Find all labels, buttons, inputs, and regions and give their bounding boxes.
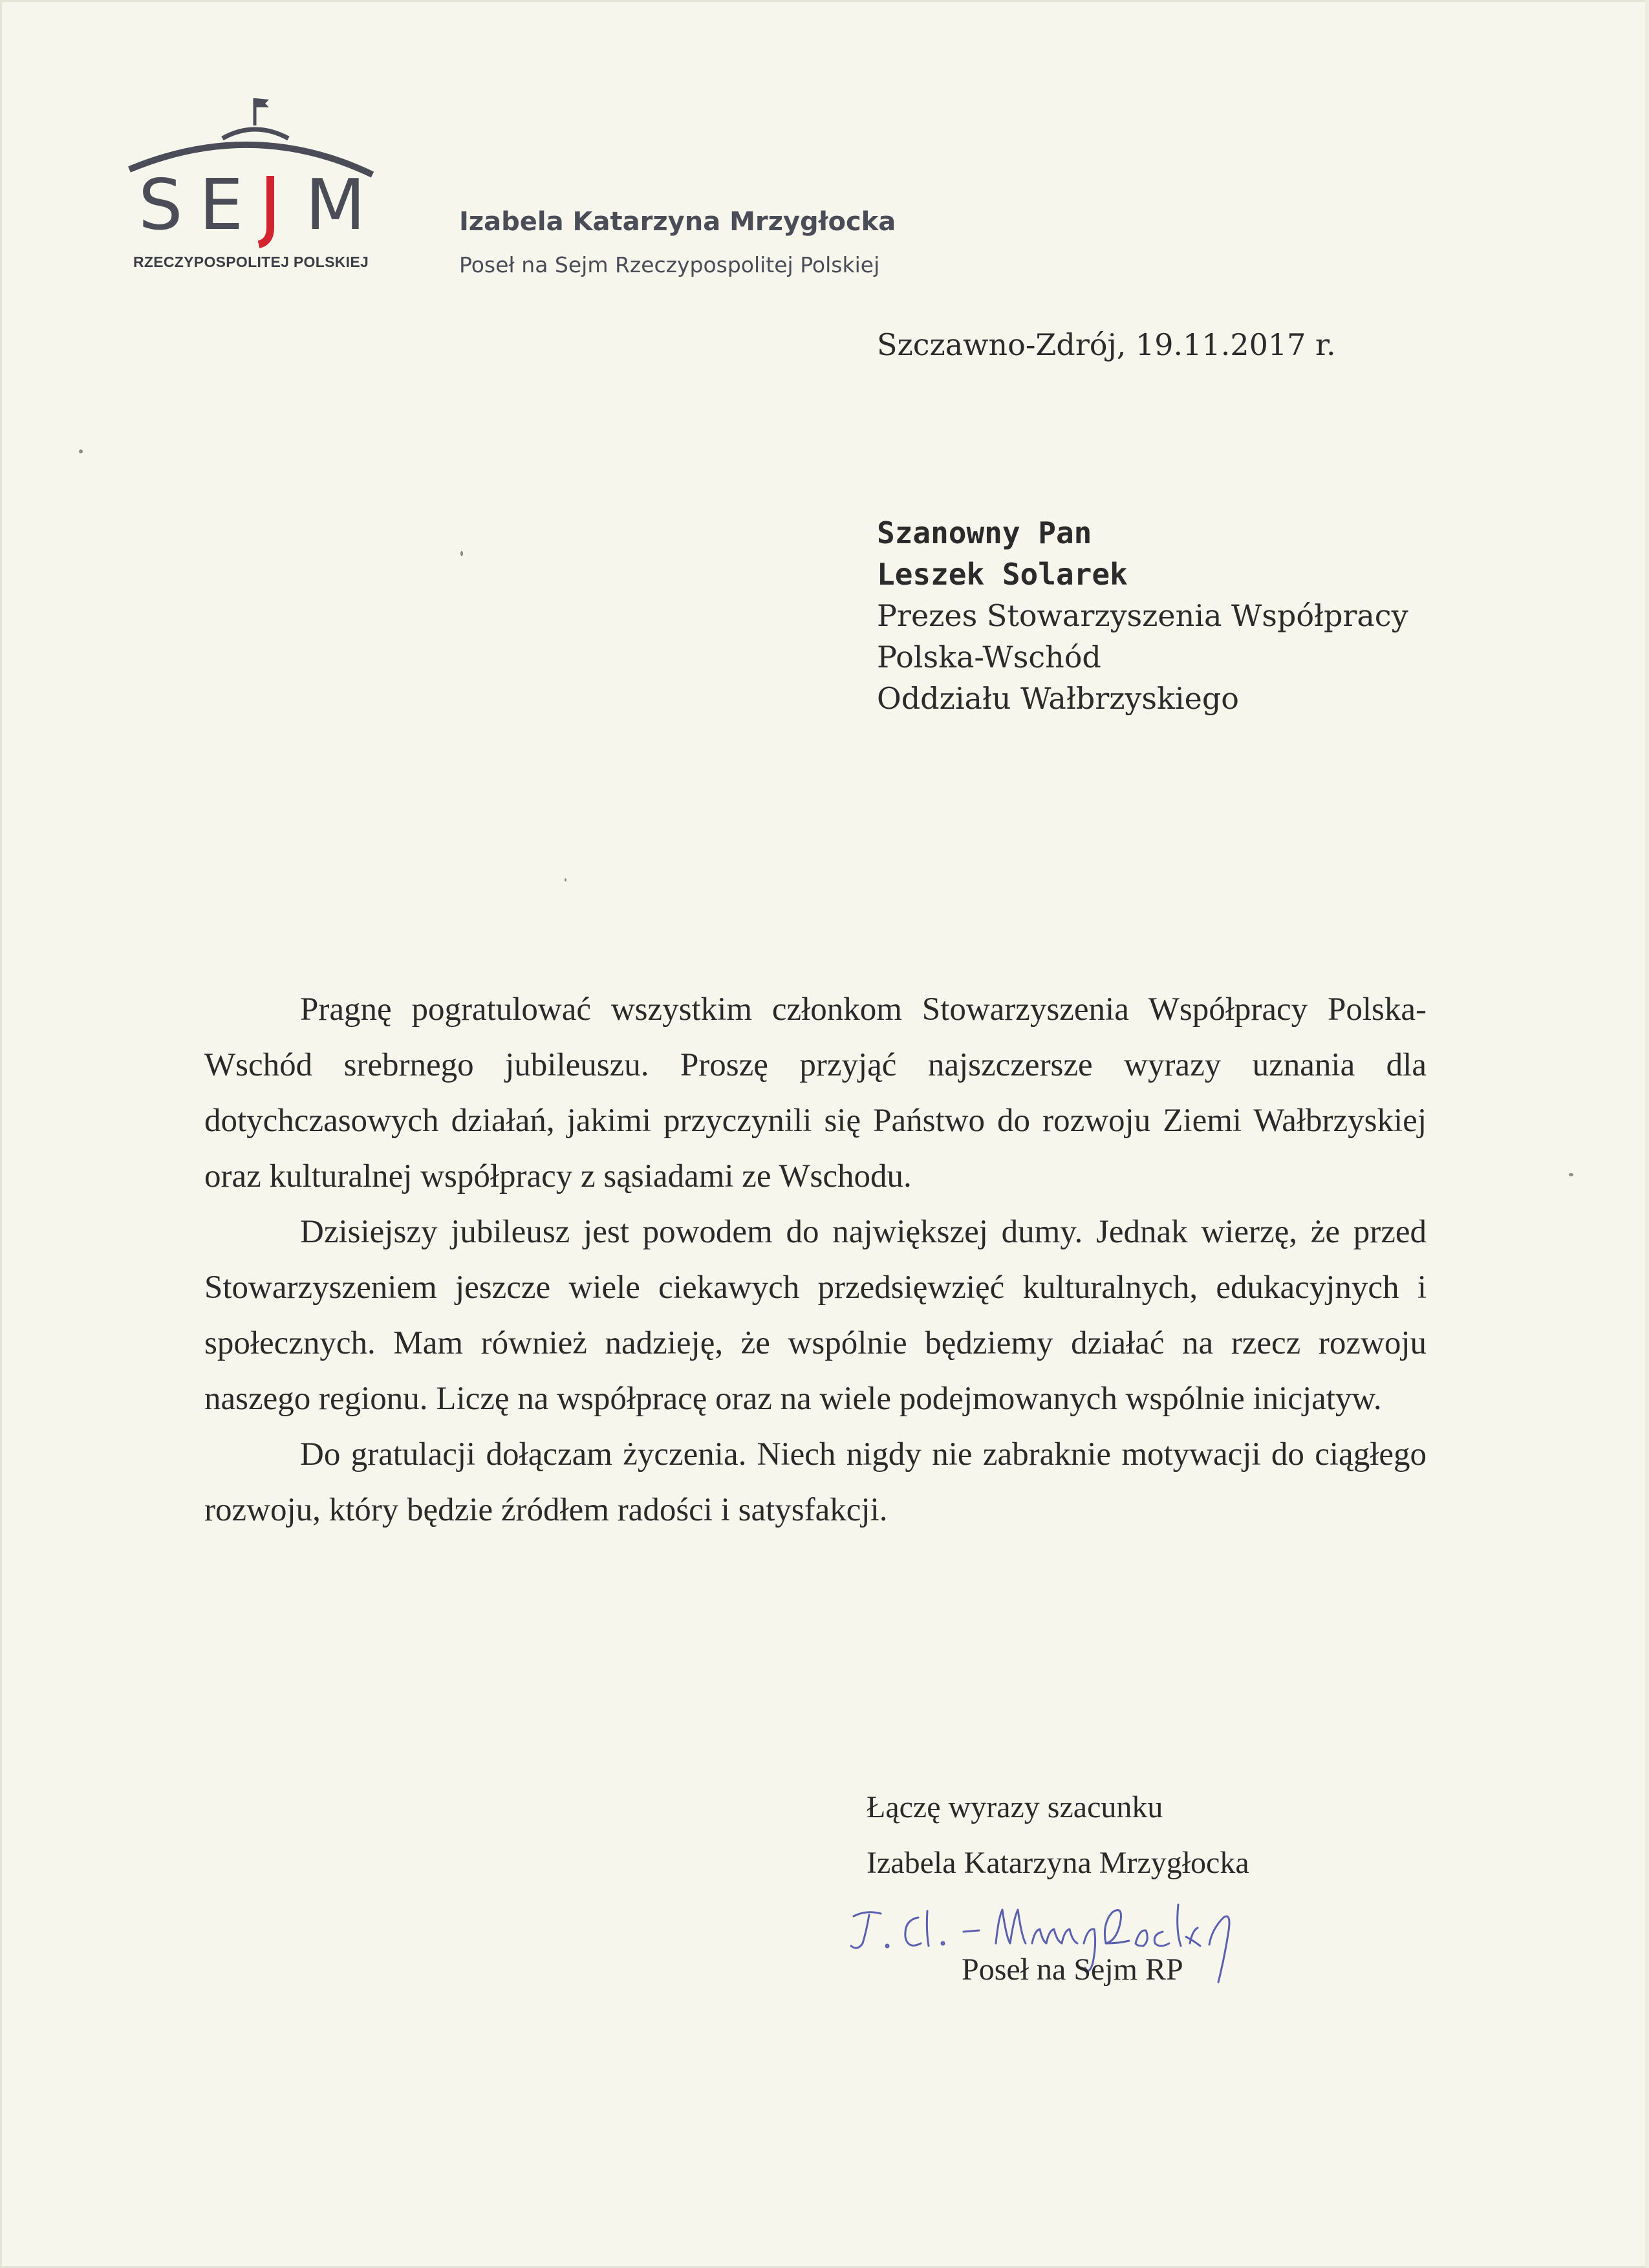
closing-block: [867, 1780, 1249, 1891]
recipient-line-3: Oddziału Wałbrzyskiego: [877, 681, 1239, 716]
sender-role: Poseł na Sejm Rzeczypospolitej Polskiej: [459, 252, 880, 277]
svg-text:M: M: [305, 165, 366, 246]
svg-text:E: E: [199, 165, 244, 246]
sender-name: Izabela Katarzyna Mrzygłocka: [459, 207, 896, 237]
scan-speck: [79, 449, 83, 453]
recipient-line-1: Prezes Stowarzyszenia Współpracy: [877, 598, 1408, 633]
letter-date: Szczawno-Zdrój, 19.11.2017 r.: [877, 327, 1336, 362]
scan-speck: [565, 878, 566, 881]
recipient-block: [877, 512, 1408, 719]
closing-role: Poseł na Sejm RP: [962, 1952, 1183, 1987]
scan-edge: [1645, 0, 1649, 2268]
logo-subtitle: RZECZYPOSPOLITEJ POLSKIEJ: [133, 254, 369, 270]
sejm-logo: [127, 92, 376, 286]
closing-regards: Łączę wyrazy szacunku: [867, 1790, 1163, 1824]
recipient-line-2: Polska-Wschód: [877, 640, 1101, 675]
scan-speck: [460, 551, 463, 556]
svg-text:S: S: [138, 165, 183, 246]
body-paragraph-1: Pragnę pogratulować wszystkim członkom Stowarzyszenia Współpracy Polska-Wschód srebrnego jubileuszu. Proszę przyjąć najszczersze wyrazy uznania dla dotychczasowych działań, jakimi przyczynili się Państwo do rozwoju Ziemi Wałbrzyskiej oraz kulturalnej współpracy z sąsiadami ze Wschodu.: [204, 991, 1427, 1194]
closing-name: Izabela Katarzyna Mrzygłocka: [867, 1846, 1249, 1880]
recipient-name: Leszek Solarek: [877, 557, 1128, 592]
body-paragraph-3: Do gratulacji dołączam życzenia. Niech nigdy nie zabraknie motywacji do ciągłego rozwoju, który będzie źródłem radości i satysfakcji.: [204, 1436, 1427, 1528]
recipient-salutation: Szanowny Pan: [877, 515, 1092, 550]
letter-body: [204, 982, 1427, 1538]
sejm-logo-icon: [127, 92, 376, 254]
scan-speck: [1569, 1173, 1573, 1176]
body-paragraph-2: Dzisiejszy jubileusz jest powodem do największej dumy. Jednak wierzę, że przed Stowarzyszeniem jeszcze wiele ciekawych przedsięwzięć kulturalnych, edukacyjnych i społecznych. Mam również nadzieję, że wspólnie będziemy działać na rzecz rozwoju naszego regionu. Liczę na współpracę oraz na wiele podejmowanych wspólnie inicjatyw.: [204, 1214, 1427, 1417]
